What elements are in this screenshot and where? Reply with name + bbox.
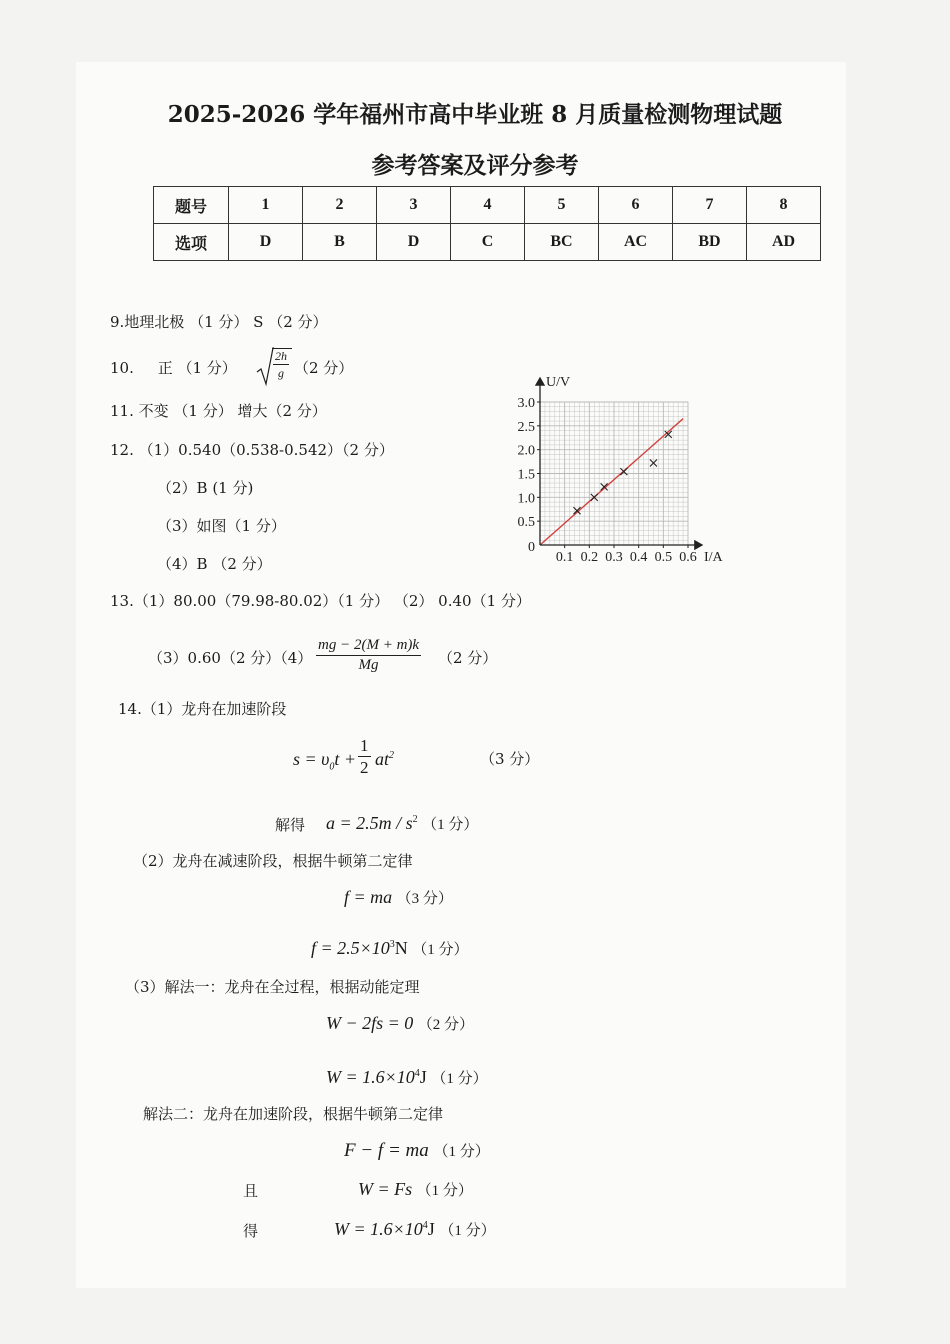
equation-5: $W = 1.6\times 10^4J$ （1 分） [326,1067,488,1087]
equation-1: $s = \upsilon_0t$ + [293,749,357,773]
page-title: 2025-2026 学年福州市高中毕业班 8 月质量检测物理试题 [167,101,783,128]
answer-q9: 9.地理北极 （1 分） S （2 分） [110,313,328,331]
table-cell: D [377,224,451,261]
table-row [154,224,821,261]
x-axis-label: I/A [704,550,723,565]
answer-q14-intro: 14.（1）龙舟在加速阶段 [118,700,287,718]
table-cell: B [303,224,377,261]
x-tick-label: 0.3 [605,550,623,565]
answer-q11: 11. 不变 （1 分） 增大（2 分） [110,402,327,420]
answer-q10 [110,358,237,378]
table-cell: 4 [451,187,525,224]
table-row [154,187,821,224]
table-cell: AD [747,224,821,261]
equation-1-fraction: $\frac{1}{2}$ [360,736,369,777]
equation-7: W = Fs （1 分） [358,1179,473,1199]
answer-q13-2b: （2 分） [438,649,498,667]
table-cell: BC [525,224,599,261]
y-axis-label: U/V [546,375,571,390]
q10-score: （2 分） [294,359,354,377]
sqrt-sign-icon [256,346,274,388]
result-1: $a = 2.5m / s^2$ （1 分） [326,813,479,833]
table-cell: 2 [303,187,377,224]
table-cell: 5 [525,187,599,224]
answer-q13-1: 13.（1）80.00（79.98-80.02）（1 分） （2） 0.40（1 分） [110,592,531,610]
table-cell: 6 [599,187,673,224]
x-tick-label: 0.5 [654,550,673,565]
table-cell: 8 [747,187,821,224]
equation-8: $W = 1.6\times 10^4J$ （1 分） [334,1219,496,1239]
y-tick-label: 3.0 [517,396,535,411]
table-cell: 选项 [154,224,229,261]
answer-q12-2: （2）B (1 分) [157,479,254,497]
y-tick-label: 1.5 [517,467,535,483]
answer-q14-part2: （2）龙舟在减速阶段，根据牛顿第二定律 [133,852,413,870]
equation-2: f = ma （3 分） [344,887,453,907]
answer-q13-2a: （3）0.60（2 分）（4） [148,649,313,667]
q10-number: 10. [110,359,134,377]
table-cell: 1 [229,187,303,224]
table-cell: 7 [673,187,747,224]
x-tick-label: 0.6 [679,550,697,565]
equation-1-score: （3 分） [480,750,540,768]
equation-8-label: 得 [243,1222,259,1240]
y-tick-label: 0.5 [517,515,535,531]
equation-7-label: 且 [243,1182,259,1200]
answer-q14-method2: 解法二：龙舟在加速阶段，根据牛顿第二定律 [143,1105,444,1123]
origin-label: 0 [528,540,535,555]
table-cell: 3 [377,187,451,224]
answer-q12-4: （4）B （2 分） [157,555,272,573]
answer-q12-3: （3）如图（1 分） [157,517,286,535]
y-tick-label: 1.0 [517,491,535,507]
y-tick-label: 2.5 [517,419,535,435]
q10-answer: 正 （1 分） [157,359,237,377]
equation-4: W − 2fs = 0 （2 分） [326,1013,475,1033]
equation-1-tail: $at^2$ [375,749,395,769]
page-subtitle: 参考答案及评分参考 [371,152,579,179]
answer-table [153,186,821,261]
chart-grid [540,402,688,545]
u-i-chart [500,372,750,572]
x-tick-label: 0.4 [629,550,648,565]
answer-q12-1: 12. （1）0.540（0.538-0.542）（2 分） [110,441,394,459]
table-cell: BD [673,224,747,261]
table-cell: AC [599,224,673,261]
equation-3: $f = 2.5\times 10^3N$ （1 分） [311,938,469,958]
y-tick-label: 2.0 [517,443,535,459]
table-cell: D [229,224,303,261]
equation-6: F − f = ma （1 分） [344,1140,490,1161]
x-tick-label: 0.2 [580,550,599,565]
answer-q14-part3: （3）解法一：龙舟在全过程，根据动能定理 [125,978,420,996]
q10-fraction: $\frac{2h}{g}$ [275,349,287,380]
result-1-label: 解得 [275,816,306,834]
x-tick-label: 0.1 [555,550,574,565]
q13-fraction: $\frac{mg - 2(M + m)k}{Mg}$ [318,637,420,673]
table-cell: 题号 [154,187,229,224]
table-cell: C [451,224,525,261]
